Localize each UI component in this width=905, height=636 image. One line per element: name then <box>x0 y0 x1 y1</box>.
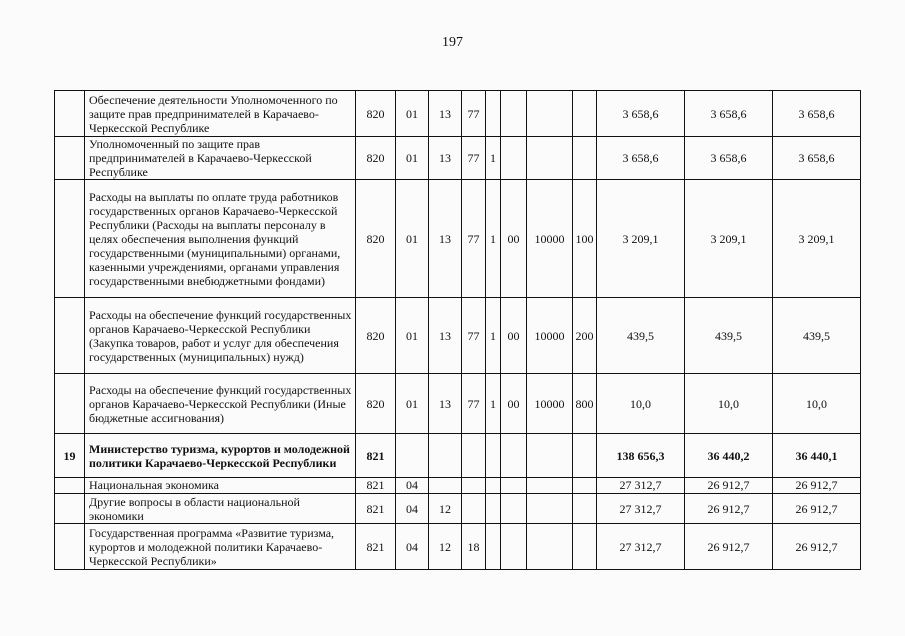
amount-2020: 3 658,6 <box>685 137 773 180</box>
code-type <box>573 494 597 524</box>
code-direction: 00 <box>501 180 527 298</box>
code-section: 01 <box>396 298 429 374</box>
row-name: Обеспечение деятельности Уполномоченного по защите прав предпринимателей в Карачаево-Черкесской Республике <box>85 91 356 137</box>
row-number <box>55 180 85 298</box>
row-name: Расходы на выплаты по оплате труда работников государственных органов Карачаево-Черкесской Республики (Расходы на выплаты персоналу в целях обеспечения выполнения функций государственными (муниципальными) органами, казенными учреждениями, органами управления государственными внебюджетными фондами) <box>85 180 356 298</box>
code-ministry: 821 <box>356 478 396 494</box>
amount-2019: 27 312,7 <box>597 494 685 524</box>
code-section: 04 <box>396 478 429 494</box>
row-name: Уполномоченный по защите прав предпринимателей в Карачаево-Черкесской Республике <box>85 137 356 180</box>
code-direction: 00 <box>501 298 527 374</box>
code-expense <box>527 494 573 524</box>
code-subsection: 12 <box>429 524 462 570</box>
code-subprogram <box>486 494 501 524</box>
amount-2021: 26 912,7 <box>773 524 861 570</box>
code-expense: 10000 <box>527 374 573 434</box>
code-ministry: 820 <box>356 298 396 374</box>
code-direction <box>501 478 527 494</box>
row-number <box>55 374 85 434</box>
table-row <box>55 180 861 298</box>
amount-2020: 36 440,2 <box>685 434 773 478</box>
amount-2019: 138 656,3 <box>597 434 685 478</box>
code-program <box>462 494 486 524</box>
amount-2021: 3 658,6 <box>773 137 861 180</box>
row-number: 19 <box>55 434 85 478</box>
code-program: 77 <box>462 91 486 137</box>
code-type: 100 <box>573 180 597 298</box>
code-type <box>573 478 597 494</box>
table-row <box>55 478 861 494</box>
code-ministry: 821 <box>356 434 396 478</box>
code-section: 01 <box>396 180 429 298</box>
code-ministry: 821 <box>356 494 396 524</box>
code-type: 200 <box>573 298 597 374</box>
code-subprogram: 1 <box>486 374 501 434</box>
amount-2021: 3 658,6 <box>773 91 861 137</box>
amount-2019: 3 658,6 <box>597 91 685 137</box>
row-name: Национальная экономика <box>85 478 356 494</box>
code-expense <box>527 478 573 494</box>
code-ministry: 821 <box>356 524 396 570</box>
code-direction <box>501 434 527 478</box>
row-name: Государственная программа «Развитие туризма, курортов и молодежной политики Карачаево-Черкесской Республики» <box>85 524 356 570</box>
code-program: 77 <box>462 137 486 180</box>
amount-2019: 27 312,7 <box>597 524 685 570</box>
code-type <box>573 434 597 478</box>
code-ministry: 820 <box>356 180 396 298</box>
code-expense <box>527 137 573 180</box>
code-section: 01 <box>396 91 429 137</box>
amount-2019: 439,5 <box>597 298 685 374</box>
code-direction <box>501 524 527 570</box>
row-name: Расходы на обеспечение функций государственных органов Карачаево-Черкесской Республики (Закупка товаров, работ и услуг для обеспечения государственных (муниципальных) нужд) <box>85 298 356 374</box>
amount-2021: 3 209,1 <box>773 180 861 298</box>
amount-2019: 3 209,1 <box>597 180 685 298</box>
amount-2020: 3 658,6 <box>685 91 773 137</box>
row-number <box>55 137 85 180</box>
code-subprogram: 1 <box>486 180 501 298</box>
code-subsection: 13 <box>429 180 462 298</box>
code-section <box>396 434 429 478</box>
code-subsection: 13 <box>429 91 462 137</box>
code-direction <box>501 91 527 137</box>
row-name: Министерство туризма, курортов и молодежной политики Карачаево-Черкесской Республики <box>85 434 356 478</box>
page-number: 197 <box>442 35 463 50</box>
code-ministry: 820 <box>356 137 396 180</box>
code-type <box>573 137 597 180</box>
amount-2019: 3 658,6 <box>597 137 685 180</box>
code-direction <box>501 137 527 180</box>
amount-2019: 27 312,7 <box>597 478 685 494</box>
code-program <box>462 434 486 478</box>
amount-2020: 439,5 <box>685 298 773 374</box>
row-name: Другие вопросы в области национальной экономики <box>85 494 356 524</box>
code-expense: 10000 <box>527 298 573 374</box>
row-name: Расходы на обеспечение функций государственных органов Карачаево-Черкесской Республики (Иные бюджетные ассигнования) <box>85 374 356 434</box>
code-section: 04 <box>396 524 429 570</box>
code-direction: 00 <box>501 374 527 434</box>
budget-table <box>54 90 861 570</box>
table-row <box>55 524 861 570</box>
code-program: 18 <box>462 524 486 570</box>
code-direction <box>501 494 527 524</box>
code-section: 01 <box>396 374 429 434</box>
amount-2021: 10,0 <box>773 374 861 434</box>
code-ministry: 820 <box>356 374 396 434</box>
code-program: 77 <box>462 180 486 298</box>
code-type <box>573 524 597 570</box>
code-section: 01 <box>396 137 429 180</box>
code-subprogram <box>486 524 501 570</box>
table-row <box>55 137 861 180</box>
table-row <box>55 434 861 478</box>
amount-2020: 26 912,7 <box>685 478 773 494</box>
row-number <box>55 494 85 524</box>
row-number <box>55 524 85 570</box>
code-subprogram: 1 <box>486 137 501 180</box>
code-expense <box>527 434 573 478</box>
code-subsection <box>429 478 462 494</box>
table-row <box>55 298 861 374</box>
table-row <box>55 91 861 137</box>
code-expense <box>527 91 573 137</box>
code-program: 77 <box>462 298 486 374</box>
table-row <box>55 374 861 434</box>
table-row <box>55 494 861 524</box>
code-subprogram <box>486 91 501 137</box>
row-number <box>55 478 85 494</box>
row-number <box>55 298 85 374</box>
amount-2020: 26 912,7 <box>685 494 773 524</box>
code-subsection <box>429 434 462 478</box>
amount-2019: 10,0 <box>597 374 685 434</box>
amount-2021: 36 440,1 <box>773 434 861 478</box>
code-program <box>462 478 486 494</box>
code-expense <box>527 524 573 570</box>
code-subsection: 13 <box>429 137 462 180</box>
code-subsection: 13 <box>429 298 462 374</box>
code-type <box>573 91 597 137</box>
row-number <box>55 91 85 137</box>
amount-2021: 26 912,7 <box>773 478 861 494</box>
code-subprogram: 1 <box>486 298 501 374</box>
code-subprogram <box>486 478 501 494</box>
amount-2021: 26 912,7 <box>773 494 861 524</box>
amount-2020: 3 209,1 <box>685 180 773 298</box>
code-type: 800 <box>573 374 597 434</box>
code-section: 04 <box>396 494 429 524</box>
code-subprogram <box>486 434 501 478</box>
code-ministry: 820 <box>356 91 396 137</box>
amount-2020: 26 912,7 <box>685 524 773 570</box>
amount-2020: 10,0 <box>685 374 773 434</box>
code-program: 77 <box>462 374 486 434</box>
amount-2021: 439,5 <box>773 298 861 374</box>
code-subsection: 12 <box>429 494 462 524</box>
code-expense: 10000 <box>527 180 573 298</box>
code-subsection: 13 <box>429 374 462 434</box>
